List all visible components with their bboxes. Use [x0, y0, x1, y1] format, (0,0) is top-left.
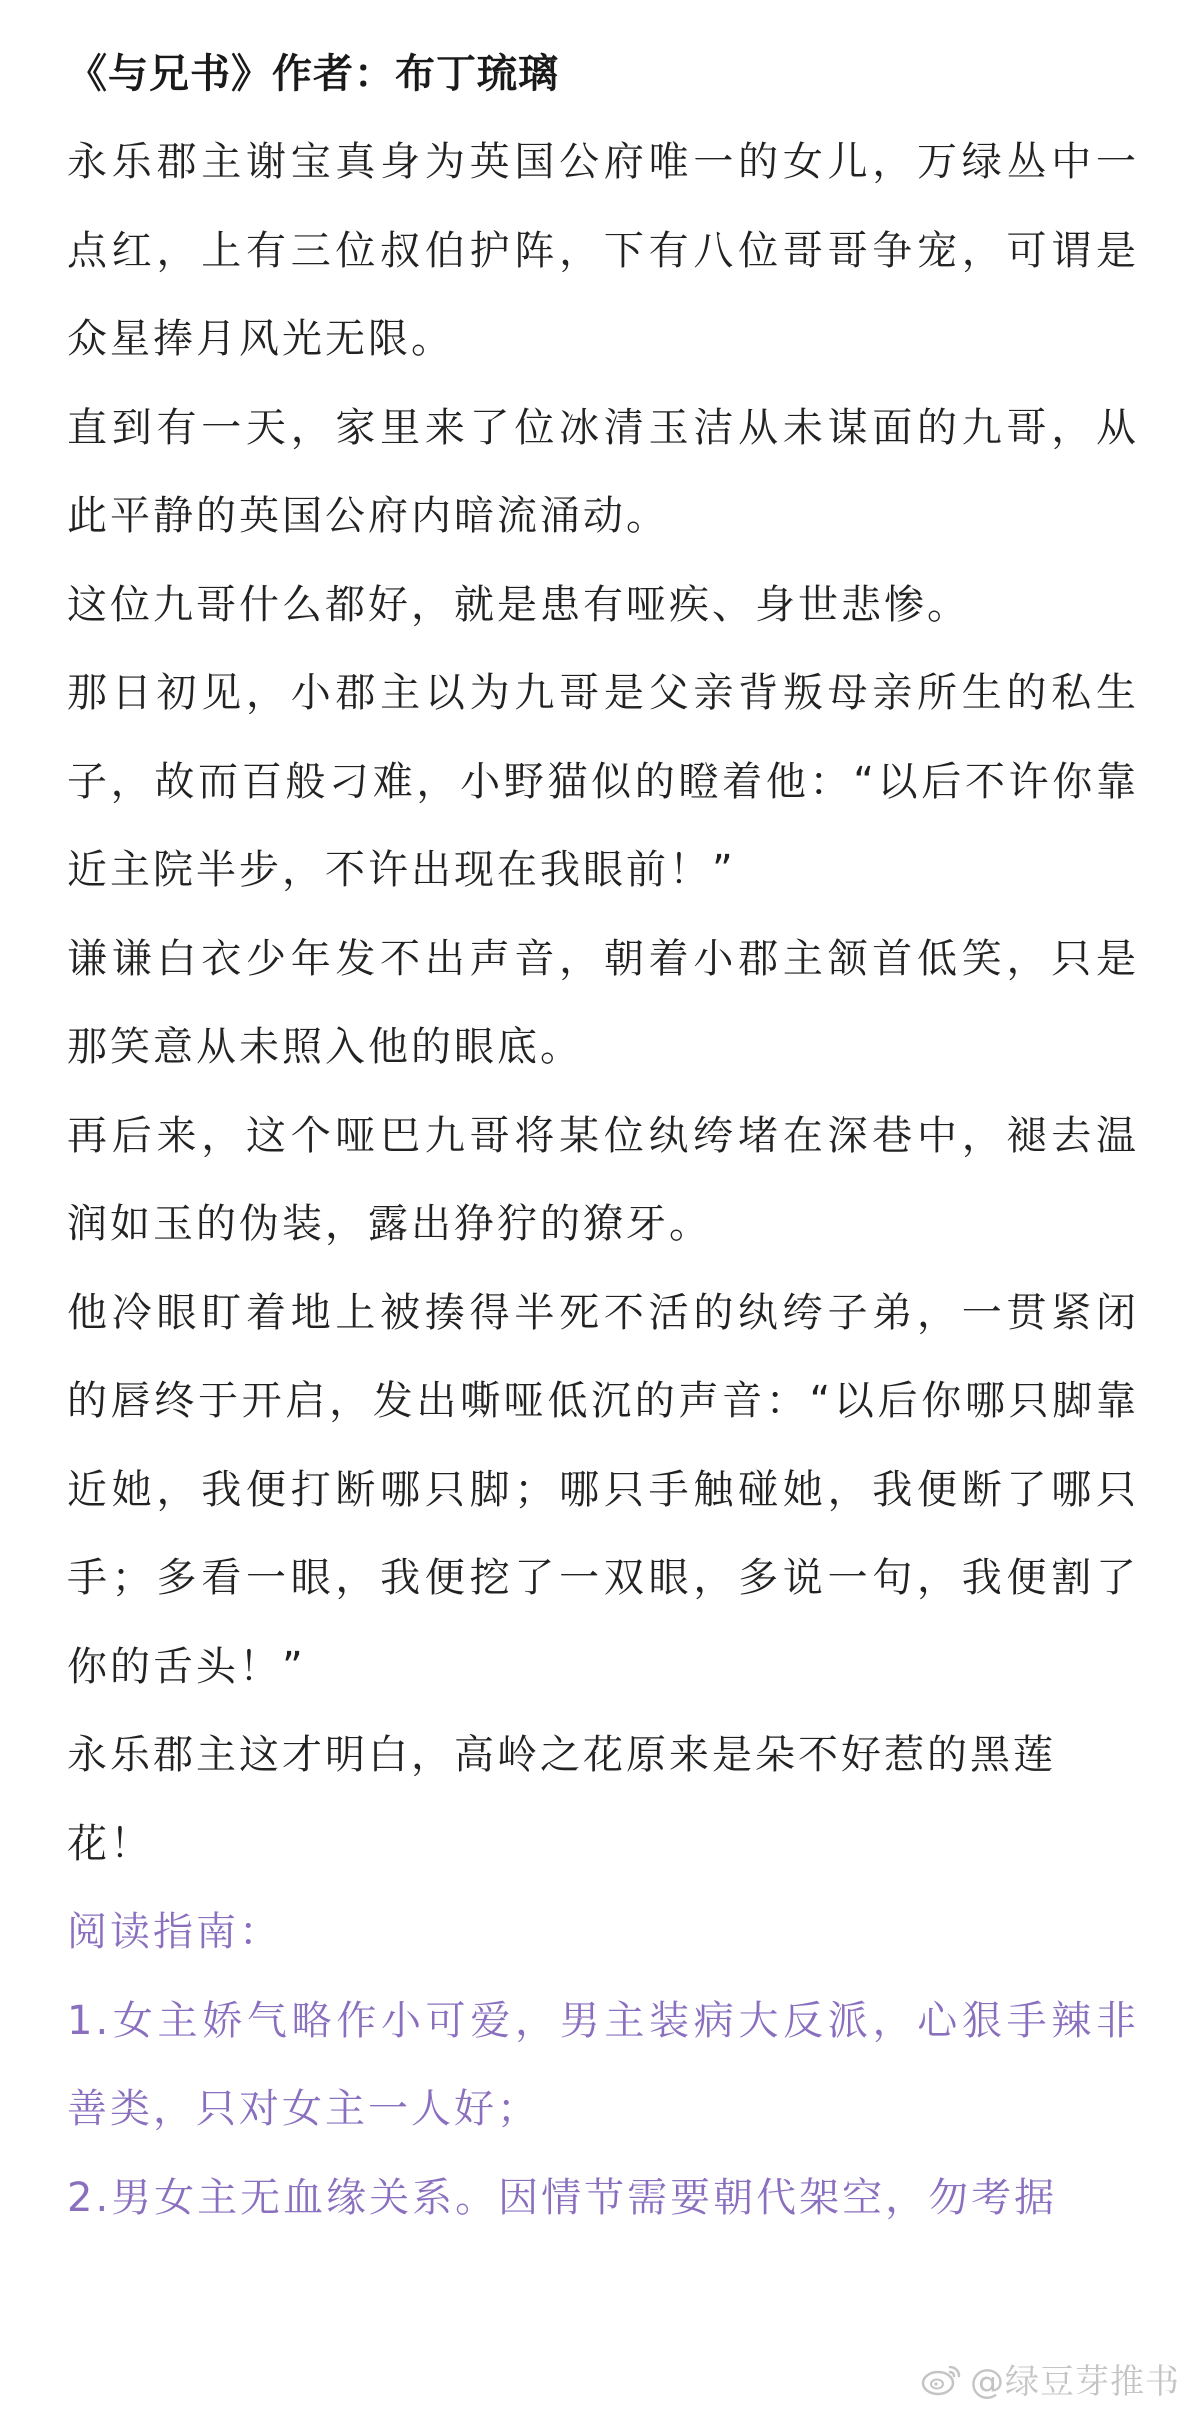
synopsis-paragraph: 直到有一天，家里来了位冰清玉洁从未谋面的九哥，从此平静的英国公府内暗流涌动。	[67, 404, 1139, 539]
article	[67, 30, 1139, 2242]
reading-guide-item: 2.男女主无血缘关系。因情节需要朝代架空，勿考据	[67, 2174, 1058, 2221]
synopsis-paragraph: 永乐郡主谢宝真身为英国公府唯一的女儿，万绿丛中一点红，上有三位叔伯护阵，下有八位哥哥争宠，可谓是众星捧月风光无限。	[67, 139, 1139, 362]
watermark	[920, 2354, 1180, 2403]
synopsis-paragraph: 他冷眼盯着地上被揍得半死不活的纨绔子弟，一贯紧闭的唇终于开启，发出嘶哑低沉的声音：“以后你哪只脚靠近她，我便打断哪只脚；哪只手触碰她，我便断了哪只手；多看一眼，我便挖了一双眼，多说一句，我便割了你的舌头！”	[67, 1289, 1139, 1690]
synopsis-paragraph: 这位九哥什么都好，就是患有哑疾、身世悲惨。	[67, 581, 970, 628]
synopsis-paragraph: 那日初见，小郡主以为九哥是父亲背叛母亲所生的私生子，故而百般刁难，小野猫似的瞪着他：“以后不许你靠近主院半步，不许出现在我眼前！”	[67, 670, 1139, 893]
watermark-text: @绿豆芽推书	[970, 2362, 1180, 2402]
synopsis-paragraph: 永乐郡主这才明白，高岭之花原来是朵不好惹的黑莲花！	[67, 1732, 1056, 1867]
weibo-icon	[920, 2361, 964, 2397]
synopsis-paragraph: 再后来，这个哑巴九哥将某位纨绔堵在深巷中，褪去温润如玉的伪装，露出狰狞的獠牙。	[67, 1112, 1139, 1247]
book-title: 《与兄书》作者：布丁琉璃	[67, 51, 559, 97]
reading-guide-heading: 阅读指南：	[67, 1909, 282, 1955]
synopsis-paragraph: 谦谦白衣少年发不出声音，朝着小郡主颔首低笑，只是那笑意从未照入他的眼底。	[67, 935, 1139, 1070]
reading-guide-item: 1.女主娇气略作小可爱，男主装病大反派，心狠手辣非善类，只对女主一人好；	[67, 1997, 1139, 2132]
